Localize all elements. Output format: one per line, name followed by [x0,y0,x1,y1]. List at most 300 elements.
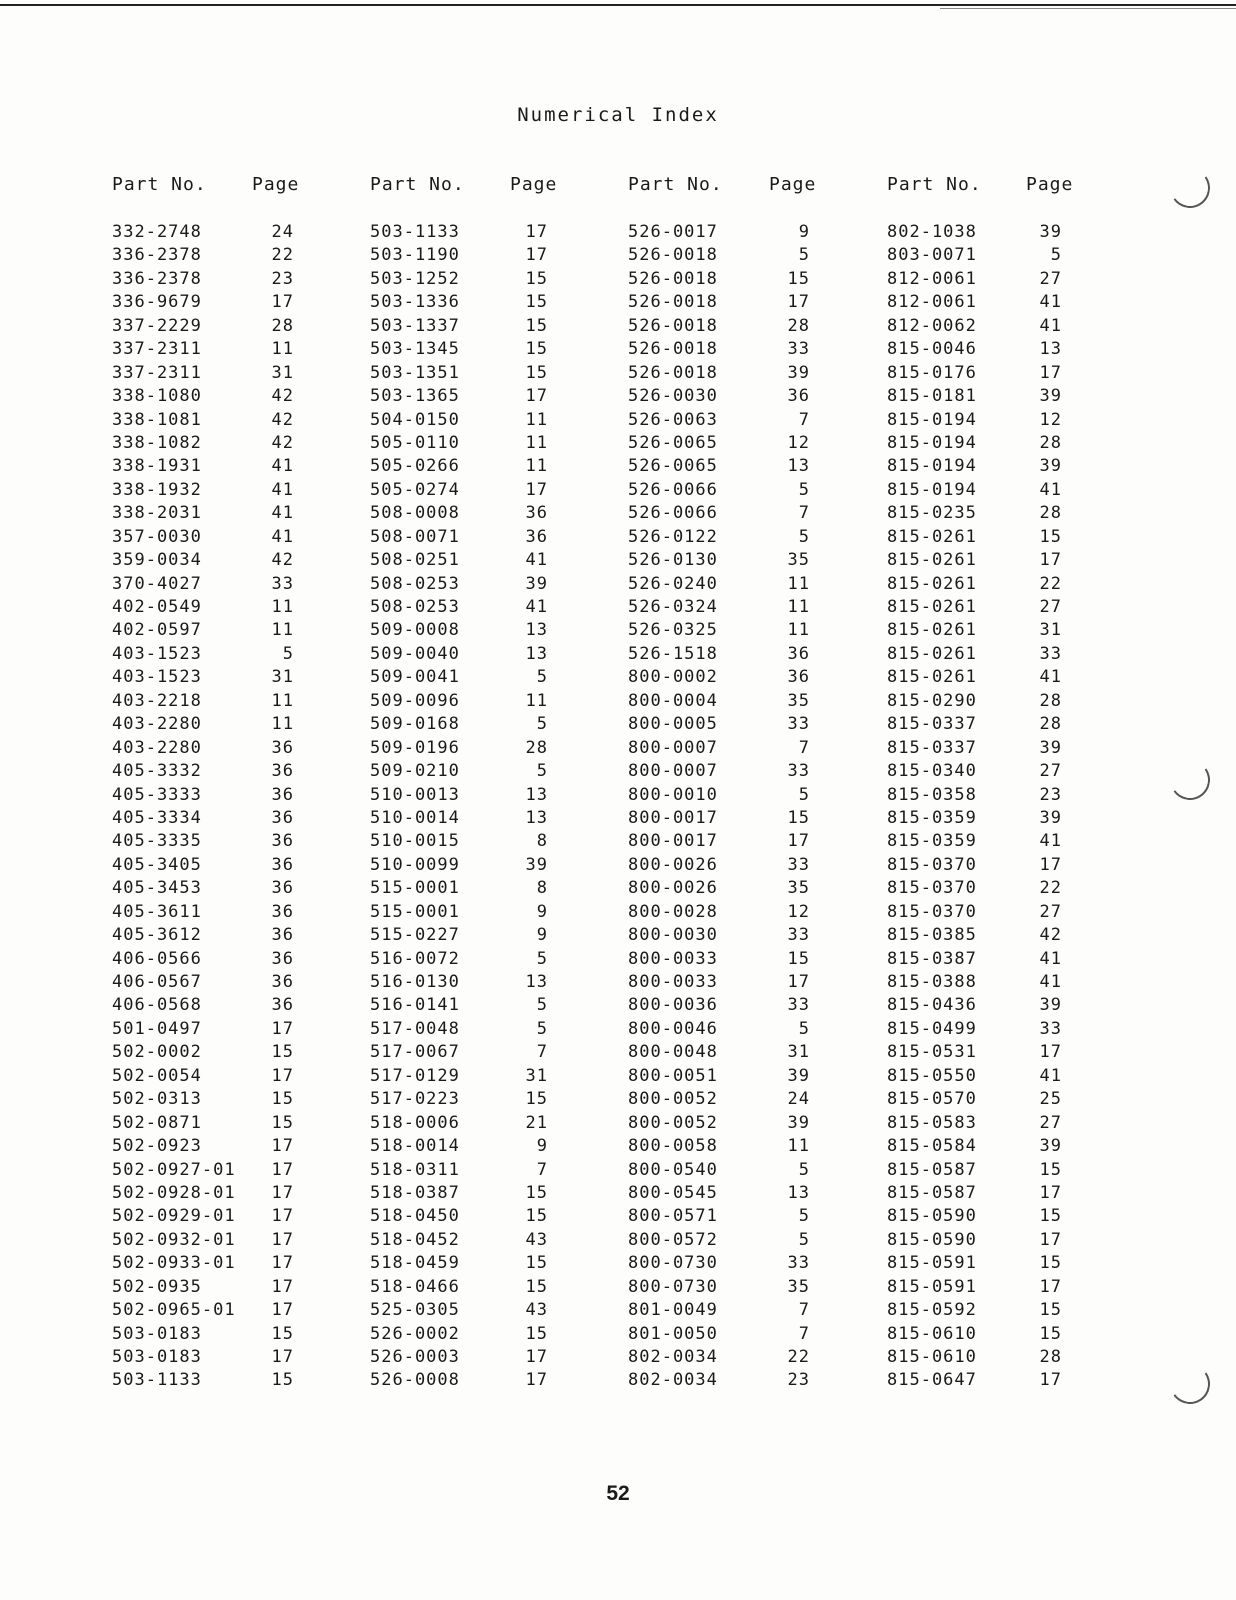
part-number: 812-0062 [887,315,977,336]
page-reference: 17 [1039,362,1062,383]
page-reference: 39 [1039,1136,1062,1157]
page-reference: 36 [271,807,294,828]
part-number: 502-0932-01 [112,1229,236,1250]
page-reference: 15 [1039,1300,1062,1321]
part-number: 337-2229 [112,315,202,336]
index-column-3 [628,174,828,1391]
part-number: 509-0168 [370,714,460,735]
part-number: 337-2311 [112,339,202,360]
page-reference: 39 [1039,807,1062,828]
part-number: 800-0052 [628,1112,718,1133]
page-reference: 28 [1039,1347,1062,1367]
part-number: 815-0592 [887,1300,977,1321]
part-number: 801-0050 [628,1323,718,1344]
part-number: 502-0933-01 [112,1253,236,1274]
column-header [628,174,828,204]
page-reference: 17 [787,292,810,313]
part-number: 815-0359 [887,807,977,828]
page-reference: 7 [798,1323,810,1344]
part-number: 526-0018 [628,245,718,266]
part-no-header: Part No. [370,174,465,195]
part-number: 518-0452 [370,1229,460,1250]
page-reference: 17 [271,1229,294,1250]
page-reference: 17 [271,1300,294,1321]
part-number: 815-0261 [887,550,977,571]
page-reference: 17 [1039,854,1062,875]
part-number: 338-1931 [112,456,202,477]
page-reference: 17 [1039,1042,1062,1063]
page-reference: 5 [798,479,810,500]
part-number: 502-0871 [112,1112,202,1133]
page-reference: 35 [787,878,810,899]
part-number: 503-1133 [370,222,460,242]
page-reference: 33 [787,714,810,735]
part-number: 815-0370 [887,878,977,899]
page-header: Page [510,174,558,195]
page-reference: 5 [798,1159,810,1180]
part-number: 509-0096 [370,690,460,711]
part-number: 403-1523 [112,667,202,688]
part-number: 526-0122 [628,526,718,547]
page-reference: 15 [1039,1206,1062,1227]
page-reference: 27 [1039,901,1062,922]
part-number: 518-0450 [370,1206,460,1227]
part-number: 516-0141 [370,995,460,1016]
part-number: 815-0550 [887,1065,977,1086]
part-number: 815-0387 [887,948,977,969]
index-column-4 [887,174,1087,1391]
part-number: 815-0176 [887,362,977,383]
page-reference: 41 [271,479,294,500]
part-number: 405-3335 [112,831,202,852]
part-number: 336-9679 [112,292,202,313]
page-reference: 11 [271,690,294,711]
part-number: 509-0041 [370,667,460,688]
part-number: 815-0587 [887,1182,977,1203]
part-number: 502-0002 [112,1042,202,1063]
part-number: 812-0061 [887,268,977,289]
page-reference: 11 [271,597,294,617]
part-number: 801-0049 [628,1300,718,1321]
page-reference: 15 [525,268,548,289]
index-column-2 [370,174,570,1391]
page-reference: 7 [536,1159,548,1180]
page-reference: 15 [271,1370,294,1391]
part-number: 518-0014 [370,1136,460,1157]
page-reference: 15 [525,1206,548,1227]
part-no-header: Part No. [112,174,207,195]
page-reference: 15 [787,268,810,289]
page-reference: 41 [1039,972,1062,992]
part-number: 526-0240 [628,573,718,594]
page-reference: 28 [1039,714,1062,735]
page-reference: 17 [525,479,548,500]
page-reference: 13 [787,1182,810,1203]
page-reference: 5 [536,948,548,969]
part-number: 505-0274 [370,479,460,500]
part-number: 815-0590 [887,1229,977,1250]
part-number: 516-0072 [370,948,460,969]
part-number: 526-0003 [370,1347,460,1367]
part-number: 504-0150 [370,409,460,430]
page-reference: 13 [525,784,548,805]
part-number: 502-0928-01 [112,1182,236,1203]
page-reference: 15 [525,1182,548,1203]
part-number: 815-0261 [887,526,977,547]
part-number: 403-2280 [112,714,202,735]
page-reference: 39 [787,362,810,383]
page-reference: 41 [1039,292,1062,313]
part-number: 336-2378 [112,245,202,266]
page-reference: 36 [271,901,294,922]
page-title: Numerical Index [517,104,719,126]
page-reference: 33 [787,761,810,782]
part-number: 815-0531 [887,1042,977,1063]
page-reference: 24 [271,222,294,242]
page-reference: 5 [536,667,548,688]
part-number: 815-0337 [887,737,977,758]
page-reference: 15 [271,1323,294,1344]
part-number: 815-0261 [887,643,977,664]
part-number: 508-0253 [370,573,460,594]
page-reference: 39 [787,1112,810,1133]
page-reference: 41 [525,597,548,617]
part-number: 800-0017 [628,831,718,852]
part-number: 518-0459 [370,1253,460,1274]
page-reference: 42 [271,550,294,571]
part-number: 815-0591 [887,1276,977,1297]
page-reference: 36 [525,526,548,547]
page-reference: 15 [271,1042,294,1063]
part-number: 802-1038 [887,222,977,242]
page-reference: 17 [271,1136,294,1157]
page-reference: 17 [271,1182,294,1203]
page-reference: 36 [271,995,294,1016]
part-number: 815-0499 [887,1018,977,1039]
page-reference: 23 [1039,784,1062,805]
page-header: Page [1026,174,1074,195]
page-reference: 41 [1039,831,1062,852]
top-rule-secondary [940,8,1236,9]
page-reference: 17 [271,1253,294,1274]
part-number: 800-0010 [628,784,718,805]
page-reference: 36 [271,854,294,875]
page-reference: 13 [525,807,548,828]
part-number: 800-0730 [628,1253,718,1274]
part-number: 815-0388 [887,972,977,992]
part-number: 800-0033 [628,948,718,969]
page-reference: 39 [1039,456,1062,477]
page-reference: 33 [787,854,810,875]
page-reference: 41 [271,456,294,477]
page-header: Page [769,174,817,195]
page-reference: 5 [798,1206,810,1227]
page-reference: 43 [525,1229,548,1250]
page-reference: 11 [787,1136,810,1157]
part-number: 403-2218 [112,690,202,711]
part-number: 502-0923 [112,1136,202,1157]
page-reference: 33 [787,339,810,360]
part-number: 405-3334 [112,807,202,828]
part-number: 800-0028 [628,901,718,922]
part-number: 503-1190 [370,245,460,266]
page-reference: 41 [1039,667,1062,688]
part-number: 815-0610 [887,1323,977,1344]
part-number: 502-0929-01 [112,1206,236,1227]
page-reference: 31 [1039,620,1062,641]
page-reference: 22 [1039,573,1062,594]
part-number: 815-0610 [887,1347,977,1367]
part-number: 800-0545 [628,1182,718,1203]
part-number: 815-0181 [887,386,977,407]
part-number: 526-0030 [628,386,718,407]
page-reference: 15 [525,1253,548,1274]
top-rule [0,4,1236,6]
part-number: 403-1523 [112,643,202,664]
part-number: 526-0008 [370,1370,460,1391]
part-number: 800-0048 [628,1042,718,1063]
part-number: 815-0261 [887,667,977,688]
page-reference: 41 [525,550,548,571]
page-reference: 27 [1039,268,1062,289]
page-header: Page [252,174,300,195]
page-reference: 17 [787,972,810,992]
part-number: 526-0018 [628,268,718,289]
page-reference: 41 [1039,315,1062,336]
part-number: 526-0018 [628,315,718,336]
page-reference: 11 [525,409,548,430]
page-reference: 17 [1039,550,1062,571]
page-reference: 39 [525,573,548,594]
part-number: 526-0324 [628,597,718,617]
part-number: 800-0051 [628,1065,718,1086]
page-reference: 41 [1039,948,1062,969]
page-number: 52 [606,1482,630,1505]
part-number: 815-0590 [887,1206,977,1227]
part-number: 503-1345 [370,339,460,360]
part-number: 502-0965-01 [112,1300,236,1321]
page-reference: 17 [1039,1182,1062,1203]
part-number: 518-0387 [370,1182,460,1203]
page-reference: 21 [525,1112,548,1133]
part-number: 800-0007 [628,737,718,758]
page-reference: 8 [536,831,548,852]
part-number: 517-0129 [370,1065,460,1086]
part-number: 337-2311 [112,362,202,383]
part-number: 517-0223 [370,1089,460,1110]
part-number: 338-1080 [112,386,202,407]
page-reference: 8 [536,878,548,899]
page-reference: 33 [1039,643,1062,664]
page-reference: 22 [1039,878,1062,899]
part-number: 800-0571 [628,1206,718,1227]
part-number: 526-0130 [628,550,718,571]
part-number: 803-0071 [887,245,977,266]
part-number: 815-0194 [887,456,977,477]
part-number: 515-0227 [370,925,460,946]
part-number: 405-3453 [112,878,202,899]
part-number: 510-0013 [370,784,460,805]
page-reference: 36 [271,737,294,758]
page-reference: 11 [271,620,294,641]
page-reference: 31 [787,1042,810,1063]
part-number: 502-0313 [112,1089,202,1110]
binder-hole-bottom [1167,1361,1213,1407]
part-number: 800-0036 [628,995,718,1016]
page-reference: 15 [1039,1323,1062,1344]
part-number: 402-0597 [112,620,202,641]
part-number: 815-0385 [887,925,977,946]
part-number: 502-0935 [112,1276,202,1297]
page-reference: 33 [787,925,810,946]
part-number: 508-0071 [370,526,460,547]
page-reference: 36 [787,386,810,407]
page-reference: 7 [798,1300,810,1321]
part-number: 502-0927-01 [112,1159,236,1180]
page-reference: 9 [536,925,548,946]
part-number: 503-1133 [112,1370,202,1391]
page-reference: 9 [536,901,548,922]
page-reference: 31 [271,362,294,383]
page-reference: 15 [525,1089,548,1110]
page-reference: 36 [271,925,294,946]
part-number: 515-0001 [370,878,460,899]
page-reference: 33 [271,573,294,594]
page-reference: 31 [271,667,294,688]
part-number: 332-2748 [112,222,202,242]
part-number: 405-3405 [112,854,202,875]
part-number: 518-0466 [370,1276,460,1297]
page-reference: 17 [271,1065,294,1086]
part-no-header: Part No. [628,174,723,195]
page-reference: 33 [787,995,810,1016]
part-number: 526-0002 [370,1323,460,1344]
page-reference: 41 [271,503,294,524]
page-reference: 28 [787,315,810,336]
page-reference: 36 [271,878,294,899]
part-number: 503-1336 [370,292,460,313]
page-reference: 27 [1039,761,1062,782]
page-reference: 13 [1039,339,1062,360]
page-reference: 42 [271,432,294,453]
part-number: 526-0066 [628,503,718,524]
page-reference: 27 [1039,1112,1062,1133]
part-number: 802-0034 [628,1370,718,1391]
page-reference: 13 [525,643,548,664]
page-reference: 13 [525,620,548,641]
part-number: 815-0261 [887,573,977,594]
page-reference: 7 [798,409,810,430]
part-number: 815-0194 [887,432,977,453]
page-reference: 5 [798,784,810,805]
page-reference: 5 [798,1018,810,1039]
part-number: 815-0587 [887,1159,977,1180]
part-number: 338-2031 [112,503,202,524]
part-number: 815-0340 [887,761,977,782]
page-reference: 36 [787,667,810,688]
part-number: 815-0046 [887,339,977,360]
page-reference: 17 [271,292,294,313]
part-number: 815-0194 [887,409,977,430]
part-number: 800-0058 [628,1136,718,1157]
page-reference: 12 [1039,409,1062,430]
part-number: 526-0018 [628,339,718,360]
page-reference: 43 [525,1300,548,1321]
page-reference: 15 [525,1276,548,1297]
page-reference: 5 [798,1229,810,1250]
page-reference: 35 [787,1276,810,1297]
page-reference: 17 [271,1276,294,1297]
page-reference: 17 [271,1159,294,1180]
part-number: 800-0005 [628,714,718,735]
column-header [112,174,312,204]
page-reference: 11 [787,620,810,641]
part-number: 406-0568 [112,995,202,1016]
page-reference: 36 [271,831,294,852]
part-number: 800-0572 [628,1229,718,1250]
part-number: 800-0026 [628,878,718,899]
part-number: 510-0014 [370,807,460,828]
part-number: 815-0235 [887,503,977,524]
page-reference: 11 [271,714,294,735]
part-number: 815-0436 [887,995,977,1016]
page-reference: 31 [525,1065,548,1086]
part-number: 526-1518 [628,643,718,664]
page-reference: 12 [787,432,810,453]
page-reference: 5 [536,761,548,782]
page-reference: 22 [787,1347,810,1367]
part-number: 338-1082 [112,432,202,453]
page-reference: 17 [525,1370,548,1391]
part-number: 502-0054 [112,1065,202,1086]
page-reference: 15 [271,1089,294,1110]
page-reference: 11 [525,690,548,711]
part-number: 815-0591 [887,1253,977,1274]
page-reference: 5 [536,1018,548,1039]
page-reference: 36 [271,948,294,969]
part-number: 405-3333 [112,784,202,805]
part-number: 815-0358 [887,784,977,805]
part-number: 505-0110 [370,432,460,453]
part-number: 815-0261 [887,620,977,641]
page-reference: 24 [787,1089,810,1110]
part-number: 517-0048 [370,1018,460,1039]
page-reference: 13 [525,972,548,992]
part-number: 405-3612 [112,925,202,946]
part-number: 338-1932 [112,479,202,500]
page-reference: 13 [787,456,810,477]
page-reference: 15 [1039,1253,1062,1274]
page-reference: 11 [787,597,810,617]
part-number: 800-0030 [628,925,718,946]
page-reference: 41 [271,526,294,547]
part-number: 815-0261 [887,597,977,617]
page-reference: 17 [1039,1370,1062,1391]
page-reference: 11 [525,432,548,453]
part-number: 405-3332 [112,761,202,782]
part-number: 503-1351 [370,362,460,383]
page-reference: 5 [536,995,548,1016]
page-reference: 17 [271,1018,294,1039]
page-reference: 22 [271,245,294,266]
page-reference: 15 [525,1323,548,1344]
part-number: 359-0034 [112,550,202,571]
part-number: 510-0099 [370,854,460,875]
page-reference: 17 [525,1347,548,1367]
page-reference: 15 [525,292,548,313]
part-number: 800-0046 [628,1018,718,1039]
page-reference: 15 [1039,1159,1062,1180]
